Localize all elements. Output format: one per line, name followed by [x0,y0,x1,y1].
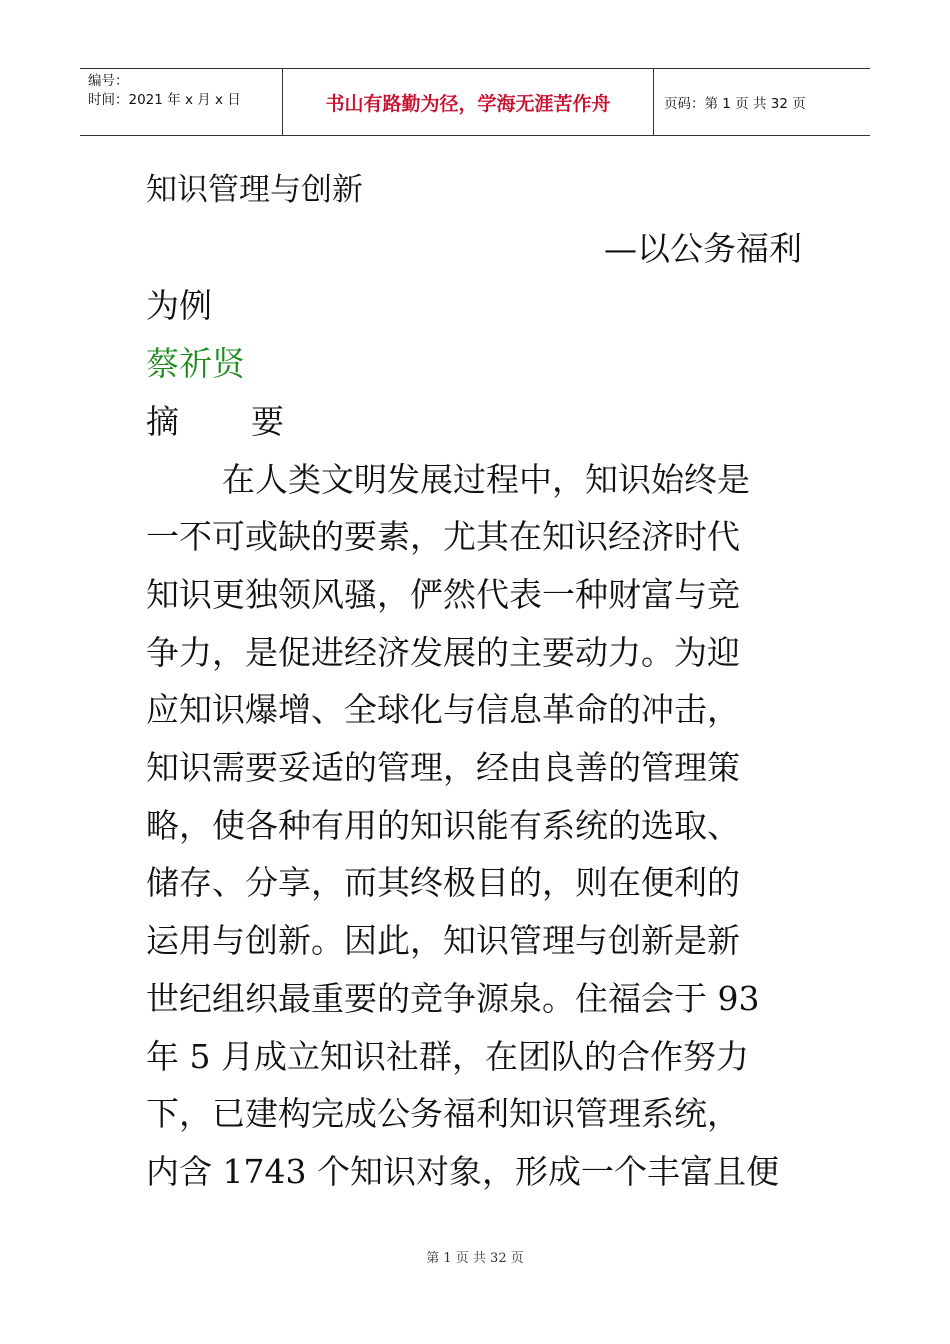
header-page-info: 页码：第 1 页 共 32 页 [664,96,806,112]
document-body [146,162,812,1201]
header-motto: 书山有路勤为径，学海无涯苦作舟 [325,92,611,115]
abstract-line: 知识需要妥适的管理，经由良善的管理策 [146,748,740,788]
abstract-line: 一不可或缺的要素，尤其在知识经济时代 [146,517,740,557]
abstract-line: 知识更独领风骚，俨然代表一种财富与竞 [146,574,740,614]
abstract-paragraph [146,451,812,1201]
abstract-heading-char1: 摘 [146,401,179,441]
abstract-line: 内含 1743 个知识对象，形成一个丰富且便 [146,1151,779,1191]
abstract-line: 略，使各种有用的知识能有系统的选取、 [146,805,740,845]
header-page-cell [654,69,870,135]
page-footer [0,1247,950,1266]
document-subtitle-line2: 为例 [146,286,212,326]
abstract-line: 运用与创新。因此，知识管理与创新是新 [146,921,740,961]
header-meta-cell [80,69,282,135]
abstract-line: 储存、分享，而其终极目的，则在便利的 [146,863,740,903]
document-header [80,68,870,136]
document-title: 知识管理与创新 [146,172,363,208]
header-motto-cell [282,69,654,135]
abstract-line: 应知识爆增、全球化与信息革命的冲击， [146,690,740,730]
abstract-line: 年 5 月成立知识社群，在团队的合作努力 [146,1036,749,1076]
header-id-label: 编号： [88,73,129,89]
footer-page-number: 第 1 页 共 32 页 [426,1251,524,1266]
abstract-line: 下，已建构完成公务福利知识管理系统， [146,1094,740,1134]
document-author: 蔡祈贤 [146,344,245,384]
abstract-line: 世纪组织最重要的竞争源泉。住福会于 93 [146,978,760,1018]
document-subtitle-line1: —以公务福利 [604,228,802,268]
header-time-label: 时间：2021 年 x 月 x 日 [88,92,241,108]
abstract-line: 在人类文明发展过程中，知识始终是 [222,459,750,499]
abstract-heading-char2: 要 [251,401,284,441]
abstract-line: 争力，是促进经济发展的主要动力。为迎 [146,632,740,672]
abstract-heading [146,393,812,451]
